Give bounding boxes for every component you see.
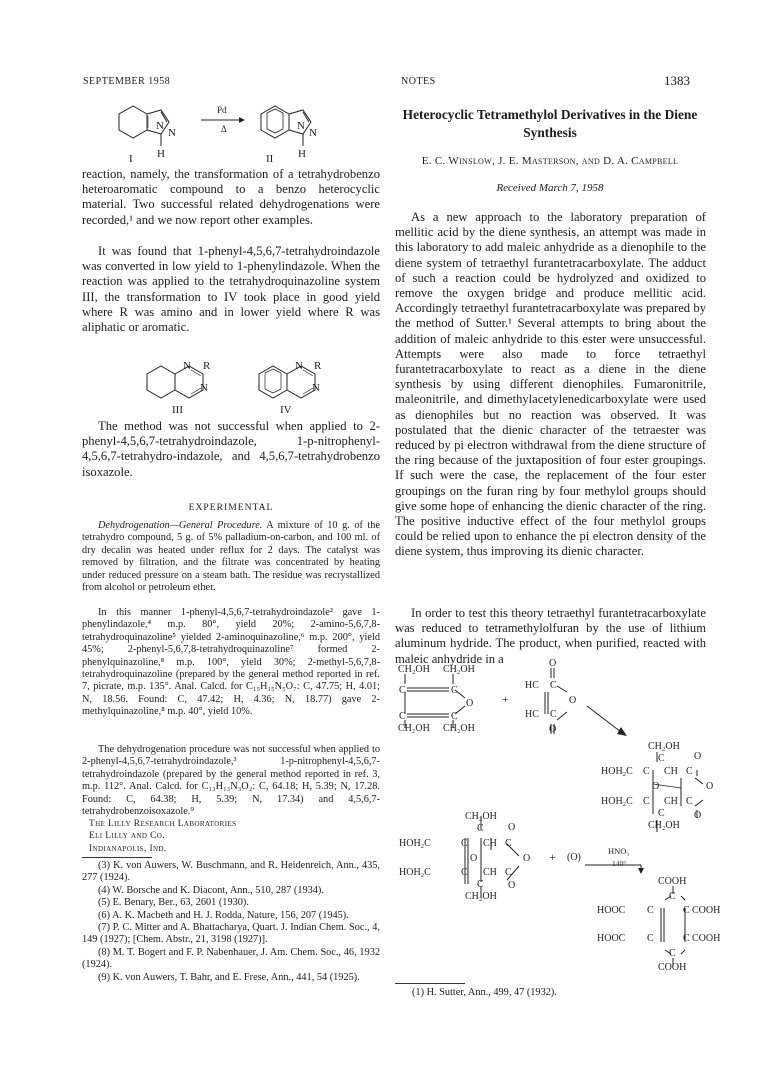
page-number: 1383 [664, 73, 690, 88]
adduct2-o-2: O [508, 880, 516, 891]
scheme1-catalyst: Pd [217, 105, 227, 115]
atom-h-2: H [298, 148, 306, 160]
reference-list [82, 860, 380, 984]
adduct1-hoh2c-1: HOH₂C [601, 766, 633, 777]
footnote-rule [82, 857, 152, 858]
adduct1-c-top: C [658, 753, 665, 764]
label-compound-ii: II [266, 153, 274, 165]
adduct2-ch-1: CH [483, 838, 497, 849]
adduct2-c-top: C [477, 823, 484, 834]
reference-4: (4) W. Borsche and K. Diacont, Ann., 510, 287 (1934). [98, 884, 324, 896]
temperature-label: 140° [612, 859, 627, 868]
experimental-paragraph-3: The dehydrogenation procedure was not successful when applied to 2-phenyl-4,5,6,7-tetrahydroindazole,³ 1-p-nitrophenyl-4,5,6,7-tetrahydroindazole (prepared by the general method reported in ref. 3, m.p. 112°. Anal. Calcd. for C₁₃H₁₃N₃O₂: C, 64.18; H, 5.39; N, 17.28. Found: C, 64.38; H, 5.39; N, 17.34) and 4,5,6,7-tetrahydrobenzoisoxazole.⁹ [82, 744, 380, 818]
affiliation-line-2: Eli Lilly and Co. [89, 831, 165, 842]
furan-ch2oh-3: CH₂OH [398, 723, 430, 734]
article-authors: E. C. Winslow, J. E. Masterson, and D. A. Campbell [421, 155, 679, 167]
furan-ch2oh-2: CH₂OH [443, 664, 475, 675]
reference-7: (7) P. C. Mitter and A. Bhattacharya, Quart. J. Indian Chem. Soc., 4, 149 (1927); [Chem. Abstr., 21, 3198 (1927)]. [82, 922, 380, 946]
adduct1-c-2: C [686, 766, 693, 777]
atom-n-3: N [297, 120, 305, 132]
mellitic-c-bottom: C [669, 948, 676, 959]
atom-h-1: H [157, 148, 165, 160]
adduct1-ch-2: CH [664, 796, 678, 807]
mellitic-cooh-2: COOH [692, 933, 721, 944]
left-paragraph-3: The method was not successful when applied to 2-phenyl-4,5,6,7-tetrahydroindazole, 1-p-nitrophenyl-4,5,6,7-tetrahydro-indazole, and 4,5,6,7-tetrahydrobenzo isoxazole. [82, 419, 380, 479]
experimental-heading: EXPERIMENTAL [188, 502, 274, 513]
mellitic-c-1: C [647, 905, 654, 916]
adduct2-c-4: C [505, 867, 512, 878]
furan-c-2: C [451, 685, 458, 696]
adduct1-c-bottom: C [658, 808, 665, 819]
oxidant-label: (O) [567, 852, 581, 863]
scheme1-condition: Δ [221, 124, 227, 134]
atom-n-2: N [168, 127, 176, 139]
reference-8: (8) M. T. Bogert and F. P. Nabenhauer, J. Am. Chem. Soc., 46, 1932 (1924). [82, 946, 380, 971]
adduct2-o-1: O [508, 822, 516, 833]
mellitic-c-3: C [647, 933, 654, 944]
adduct2-hoh2c-2: HOH₂C [399, 867, 431, 878]
affiliation-line-1: The Lilly Research Laboratories [89, 819, 237, 829]
adduct1-ch2oh-bottom: CH₂OH [648, 820, 680, 831]
label-compound-i: I [129, 153, 133, 165]
adduct2-ch-2: CH [483, 867, 497, 878]
procedure-body: A mixture of 10 g. of the tetrahydro compound, 5 g. of 5% palladium-on-carbon, and 100 ml. of dry decalin was heated under reflux for 2 days. The catalyst was removed by filtration, and the filtrate was concentrated by heating under reduced pressure on a steam bath. The residue was recrystallized from alcohol or petroleum ether. [82, 520, 380, 594]
adduct2-c-1: C [461, 838, 468, 849]
adduct1-o-1: O [694, 751, 702, 762]
atom-n-4: N [309, 127, 317, 139]
mellitic-cooh-1: COOH [692, 905, 721, 916]
anhydride-hc-2: HC [525, 709, 539, 720]
reference-5: (5) E. Benary, Ber., 63, 2601 (1930). [98, 897, 249, 909]
mellitic-c-2: C [683, 905, 690, 916]
experimental-paragraph-1 [82, 520, 380, 594]
mellitic-cooh-top: COOH [658, 876, 687, 887]
furan-c-4: C [451, 711, 458, 722]
atom-n-7: N [295, 360, 303, 372]
reference-3: (3) K. von Auwers, W. Buschmann, and R. Heidenreich, Ann., 435, 277 (1924). [82, 860, 380, 884]
nitric-acid-label: HNO₃ [608, 846, 630, 856]
adduct2-o-ring: O [523, 853, 531, 864]
plus-sign-1: + [502, 692, 509, 706]
left-paragraph-1: reaction, namely, the transformation of a tetrahydrobenzo heteroaromatic compound to a benzo heterocyclic material. Two successful related dehydrogenations were recorded,¹ and we now report other examples. [82, 167, 380, 227]
adduct1-c-3: C [643, 796, 650, 807]
label-compound-iv: IV [280, 404, 292, 416]
anhydride-c-1: C [550, 680, 557, 691]
atom-n-5: N [183, 360, 191, 372]
right-paragraph-1: As a new approach to the laboratory preparation of mellitic acid by the diene synthesis, an attempt was made in this laboratory to add maleic anhydride as a dienophile to the diene system of tetraethyl furantetracarboxylate. The adduct of such a reaction could be hydrolyzed and oxidized to remove the oxygen bridge and produce mellitic acid. Accordingly tetraethyl furantetracarboxylate was prepared by the method of Sutter.¹ Several attempts to bring about the addition of maleic anhydride to this ester were unsuccessful. Attempts were also made to force tetraethyl furantetracarboxylate to react as a diene in the diene synthesis by using different dienophiles. Fumaronitrile, maleonitrile, and dimethylacetylenedicarboxylate were used as dienophiles but no reaction was observed. It was postulated that the dienic character of the tetraester was reduced by pi electron withdrawal from the diene structure of the ring because of the juxtaposition of four ester groupings. If such were the case, the replacement of the four ester groupings on the furan ring by four methylol groups should give some hope of enhancing the dienic character of the ring. The positive inductive effect of the four methylol groups could be relied upon to enhance the pi electron density of the diene system, thus improving its dienic character. [395, 210, 706, 559]
furan-ch2oh-1: CH₂OH [398, 664, 430, 675]
adduct1-o-ring: O [706, 781, 714, 792]
affiliation-line-3: Indianapolis, Ind. [89, 843, 167, 854]
plus-sign-2: + [549, 850, 556, 864]
adduct1-o-2: O [694, 810, 702, 821]
mellitic-c-4: C [683, 933, 690, 944]
adduct2-c-3: C [461, 867, 468, 878]
atom-n-6: N [200, 382, 208, 394]
adduct2-ch2oh-bottom: CH₂OH [465, 891, 497, 902]
furan-c-3: C [399, 711, 406, 722]
furan-o: O [466, 698, 474, 709]
label-compound-iii: III [172, 404, 183, 416]
anhydride-o-ring: O [569, 695, 577, 706]
adduct2-ch2oh-top: CH₂OH [465, 811, 497, 822]
anhydride-o-bottom: O [549, 724, 557, 735]
running-header-section: NOTES [401, 76, 436, 87]
adduct2-c-2: C [505, 838, 512, 849]
right-footnote-rule [395, 983, 465, 984]
procedure-heading: Dehydrogenation—General Procedure. [98, 520, 263, 531]
received-date: Received March 7, 1958 [496, 182, 604, 194]
adduct1-ch2oh-top: CH₂OH [648, 741, 680, 752]
furan-ch2oh-4: CH₂OH [443, 723, 475, 734]
anhydride-o-top: O [549, 658, 557, 669]
left-paragraph-2: It was found that 1-phenyl-4,5,6,7-tetrahydroindazole was converted in low yield to 1-phenylindazole. When the reaction was applied to the tetrahydroquinazoline system III, the transformation to IV took place in good yield where R was amino and in lower yield where R was aliphatic or aromatic. [82, 244, 380, 335]
atom-n-1: N [156, 120, 164, 132]
running-header-date: SEPTEMBER 1958 [83, 76, 171, 87]
reference-6: (6) A. K. Macbeth and H. J. Rodda, Nature, 156, 207 (1945). [98, 909, 349, 921]
adduct1-hoh2c-2: HOH₂C [601, 796, 633, 807]
adduct1-o-bridge: O [652, 781, 660, 792]
adduct1-c-4: C [686, 796, 693, 807]
anhydride-hc-1: HC [525, 680, 539, 691]
article-title: Heterocyclic Tetramethylol Derivatives in the Diene Synthesis [402, 107, 698, 140]
adduct2-o-bridge: O [470, 853, 478, 864]
right-footnote: (1) H. Sutter, Ann., 499, 47 (1932). [412, 987, 557, 998]
reference-9: (9) K. von Auwers, T. Bahr, and E. Frese, Ann., 441, 54 (1925). [98, 971, 360, 983]
mellitic-cooh-bottom: COOH [658, 962, 687, 973]
adduct1-ch-1: CH [664, 766, 678, 777]
adduct1-c-1: C [643, 766, 650, 777]
sub-r-1: R [203, 360, 211, 372]
atom-n-8: N [312, 382, 320, 394]
mellitic-c-top: C [669, 891, 676, 902]
right-paragraph-2: In order to test this theory tetraethyl furantetracarboxylate was reduced to tetramethylolfuran by the use of lithium aluminum hydride. The product, when purified, reacted with maleic anhydride in a [395, 606, 706, 666]
affiliation [89, 818, 236, 855]
anhydride-c-2: C [550, 709, 557, 720]
adduct2-c-bottom: C [477, 879, 484, 890]
sub-r-2: R [314, 360, 322, 372]
experimental-paragraph-2: In this manner 1-phenyl-4,5,6,7-tetrahydroindazole² gave 1-phenylindazole,⁴ m.p. 80°, yield 20%; 2-amino-5,6,7,8-tetrahydroquinazoline⁵ yielded 2-aminoquinazoline,⁶ m.p. 200°, yield 45%; 2-phenyl-5,6,7,8-tetrahydroquinazoline⁷ formed 2-phenylquinazoline,⁸ m.p. 100°, yield 30%; 2-methyl-5,6,7,8-tetrahydroquinazoline (prepared by the general method reported in ref. 7, picrate, m.p. 135°. Anal. Calcd. for C₁₅H₁₅N₅O₇: C, 47.75; H, 4.01; N, 18.56. Found: C, 47.42; H, 4.36; N, 18.77) gave 2-methylquinazoline,⁸ m.p. 40°, yield 10%. [82, 607, 380, 718]
adduct2-hoh2c-1: HOH₂C [399, 838, 431, 849]
mellitic-hooc-2: HOOC [597, 933, 626, 944]
mellitic-hooc-1: HOOC [597, 905, 626, 916]
furan-c-1: C [399, 685, 406, 696]
